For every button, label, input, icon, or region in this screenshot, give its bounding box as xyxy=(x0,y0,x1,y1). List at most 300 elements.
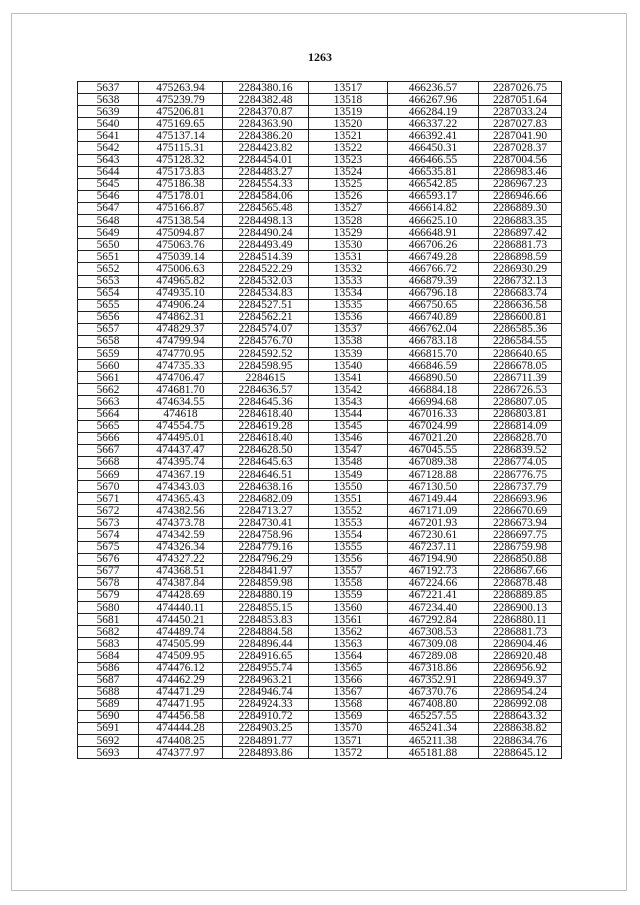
table-row xyxy=(78,747,562,759)
cell-northing-b: 2286585.36 xyxy=(479,323,562,335)
cell-point-id-b: 13561 xyxy=(309,614,388,626)
cell-point-id-a: 5643 xyxy=(78,154,139,166)
table-row xyxy=(78,372,562,384)
cell-point-id-b: 13542 xyxy=(309,384,388,396)
cell-easting-a: 474706.47 xyxy=(139,372,223,384)
cell-easting-a: 474437.47 xyxy=(139,444,223,456)
cell-northing-b: 2286697.75 xyxy=(479,529,562,541)
cell-point-id-b: 13538 xyxy=(309,335,388,347)
cell-northing-a: 2284963.21 xyxy=(223,674,309,686)
table-row xyxy=(78,251,562,263)
cell-easting-b: 467370.76 xyxy=(388,686,479,698)
table-row xyxy=(78,190,562,202)
cell-northing-b: 2287051.64 xyxy=(479,94,562,106)
cell-point-id-a: 5642 xyxy=(78,142,139,154)
cell-point-id-b: 13536 xyxy=(309,311,388,323)
table-row xyxy=(78,517,562,529)
cell-point-id-b: 13545 xyxy=(309,420,388,432)
cell-point-id-b: 13553 xyxy=(309,517,388,529)
cell-point-id-a: 5676 xyxy=(78,553,139,565)
cell-point-id-b: 13537 xyxy=(309,323,388,335)
table-row xyxy=(78,82,562,94)
cell-easting-b: 466994.68 xyxy=(388,396,479,408)
cell-northing-a: 2284554.33 xyxy=(223,178,309,190)
table-row xyxy=(78,227,562,239)
cell-northing-b: 2286584.55 xyxy=(479,335,562,347)
cell-point-id-a: 5679 xyxy=(78,589,139,601)
cell-point-id-b: 13557 xyxy=(309,565,388,577)
cell-northing-a: 2284880.19 xyxy=(223,589,309,601)
cell-northing-b: 2286920.48 xyxy=(479,650,562,662)
table-row xyxy=(78,360,562,372)
table-row xyxy=(78,275,562,287)
cell-easting-b: 467308.53 xyxy=(388,626,479,638)
cell-easting-b: 467221.41 xyxy=(388,589,479,601)
cell-northing-a: 2284646.51 xyxy=(223,469,309,481)
table-row xyxy=(78,178,562,190)
cell-northing-a: 2284645.36 xyxy=(223,396,309,408)
cell-easting-a: 474444.28 xyxy=(139,722,223,734)
cell-northing-b: 2286949.37 xyxy=(479,674,562,686)
cell-northing-b: 2286640.65 xyxy=(479,348,562,360)
table-row xyxy=(78,408,562,420)
cell-point-id-a: 5672 xyxy=(78,505,139,517)
cell-point-id-a: 5693 xyxy=(78,747,139,759)
cell-northing-a: 2284638.16 xyxy=(223,481,309,493)
cell-easting-a: 474387.84 xyxy=(139,577,223,589)
cell-easting-a: 474829.37 xyxy=(139,323,223,335)
cell-point-id-a: 5658 xyxy=(78,335,139,347)
table-row xyxy=(78,299,562,311)
cell-easting-a: 474367.19 xyxy=(139,469,223,481)
cell-northing-a: 2284454.01 xyxy=(223,154,309,166)
cell-point-id-a: 5692 xyxy=(78,735,139,747)
cell-northing-b: 2286956.92 xyxy=(479,662,562,674)
cell-point-id-a: 5670 xyxy=(78,481,139,493)
table-row xyxy=(78,130,562,142)
table-row xyxy=(78,94,562,106)
cell-point-id-a: 5637 xyxy=(78,82,139,94)
cell-easting-a: 475178.01 xyxy=(139,190,223,202)
cell-northing-b: 2286878.48 xyxy=(479,577,562,589)
table-row xyxy=(78,553,562,565)
cell-northing-a: 2284779.16 xyxy=(223,541,309,553)
cell-northing-a: 2284382.48 xyxy=(223,94,309,106)
cell-point-id-b: 13564 xyxy=(309,650,388,662)
cell-northing-b: 2286683.74 xyxy=(479,287,562,299)
cell-northing-a: 2284576.70 xyxy=(223,335,309,347)
cell-easting-a: 474965.82 xyxy=(139,275,223,287)
cell-northing-a: 2284584.06 xyxy=(223,190,309,202)
cell-point-id-a: 5639 xyxy=(78,106,139,118)
table-row xyxy=(78,456,562,468)
cell-northing-a: 2284514.39 xyxy=(223,251,309,263)
cell-easting-a: 475115.31 xyxy=(139,142,223,154)
cell-easting-b: 465211.38 xyxy=(388,735,479,747)
cell-point-id-b: 13535 xyxy=(309,299,388,311)
cell-easting-a: 474509.95 xyxy=(139,650,223,662)
table-row xyxy=(78,662,562,674)
cell-point-id-a: 5690 xyxy=(78,710,139,722)
cell-easting-a: 475094.87 xyxy=(139,227,223,239)
cell-northing-a: 2284859.98 xyxy=(223,577,309,589)
cell-easting-a: 474735.33 xyxy=(139,360,223,372)
cell-northing-a: 2284522.29 xyxy=(223,263,309,275)
cell-point-id-a: 5655 xyxy=(78,299,139,311)
cell-northing-b: 2286946.66 xyxy=(479,190,562,202)
cell-easting-b: 467292.84 xyxy=(388,614,479,626)
cell-easting-a: 475263.94 xyxy=(139,82,223,94)
cell-northing-a: 2284955.74 xyxy=(223,662,309,674)
cell-northing-a: 2284884.58 xyxy=(223,626,309,638)
cell-northing-a: 2284910.72 xyxy=(223,710,309,722)
cell-northing-a: 2284796.29 xyxy=(223,553,309,565)
cell-easting-a: 474489.74 xyxy=(139,626,223,638)
cell-point-id-b: 13523 xyxy=(309,154,388,166)
cell-northing-b: 2286883.35 xyxy=(479,215,562,227)
table-row xyxy=(78,142,562,154)
cell-point-id-b: 13529 xyxy=(309,227,388,239)
table-row xyxy=(78,106,562,118)
cell-northing-a: 2284532.03 xyxy=(223,275,309,287)
cell-northing-a: 2284598.95 xyxy=(223,360,309,372)
table-row xyxy=(78,311,562,323)
cell-easting-a: 474368.51 xyxy=(139,565,223,577)
cell-northing-b: 2286678.05 xyxy=(479,360,562,372)
cell-point-id-a: 5678 xyxy=(78,577,139,589)
cell-northing-b: 2287028.37 xyxy=(479,142,562,154)
cell-easting-b: 466879.39 xyxy=(388,275,479,287)
table-row xyxy=(78,493,562,505)
cell-northing-a: 2284916.65 xyxy=(223,650,309,662)
cell-northing-b: 2286900.13 xyxy=(479,602,562,614)
table-row xyxy=(78,384,562,396)
cell-easting-a: 474862.31 xyxy=(139,311,223,323)
cell-easting-a: 475173.83 xyxy=(139,166,223,178)
cell-easting-b: 466542.85 xyxy=(388,178,479,190)
cell-point-id-a: 5657 xyxy=(78,323,139,335)
cell-easting-a: 475039.14 xyxy=(139,251,223,263)
cell-northing-a: 2284855.15 xyxy=(223,602,309,614)
cell-point-id-a: 5688 xyxy=(78,686,139,698)
cell-easting-a: 475186.38 xyxy=(139,178,223,190)
cell-easting-a: 474618 xyxy=(139,408,223,420)
table-row xyxy=(78,215,562,227)
table-row xyxy=(78,565,562,577)
cell-point-id-b: 13520 xyxy=(309,118,388,130)
cell-point-id-b: 13540 xyxy=(309,360,388,372)
cell-point-id-b: 13549 xyxy=(309,469,388,481)
cell-northing-b: 2286776.75 xyxy=(479,469,562,481)
cell-northing-a: 2284682.09 xyxy=(223,493,309,505)
cell-point-id-a: 5691 xyxy=(78,722,139,734)
cell-northing-b: 2288645.12 xyxy=(479,747,562,759)
cell-northing-b: 2286803.81 xyxy=(479,408,562,420)
cell-point-id-a: 5650 xyxy=(78,239,139,251)
cell-easting-a: 474799.94 xyxy=(139,335,223,347)
cell-easting-a: 474382.56 xyxy=(139,505,223,517)
cell-northing-a: 2284730.41 xyxy=(223,517,309,529)
cell-northing-a: 2284628.50 xyxy=(223,444,309,456)
cell-northing-b: 2286983.46 xyxy=(479,166,562,178)
cell-northing-b: 2286904.46 xyxy=(479,638,562,650)
cell-northing-b: 2286839.52 xyxy=(479,444,562,456)
cell-easting-b: 467016.33 xyxy=(388,408,479,420)
cell-point-id-a: 5686 xyxy=(78,662,139,674)
table-row xyxy=(78,602,562,614)
cell-northing-a: 2284853.83 xyxy=(223,614,309,626)
cell-easting-a: 474342.59 xyxy=(139,529,223,541)
cell-easting-b: 466392.41 xyxy=(388,130,479,142)
cell-northing-a: 2284618.40 xyxy=(223,432,309,444)
cell-point-id-b: 13533 xyxy=(309,275,388,287)
cell-easting-b: 465181.88 xyxy=(388,747,479,759)
cell-northing-a: 2284896.44 xyxy=(223,638,309,650)
cell-easting-a: 474554.75 xyxy=(139,420,223,432)
cell-easting-a: 475166.87 xyxy=(139,202,223,214)
cell-easting-b: 466284.19 xyxy=(388,106,479,118)
cell-easting-b: 465257.55 xyxy=(388,710,479,722)
cell-easting-a: 474343.03 xyxy=(139,481,223,493)
cell-northing-b: 2286693.96 xyxy=(479,493,562,505)
cell-point-id-a: 5652 xyxy=(78,263,139,275)
table-row xyxy=(78,287,562,299)
cell-northing-a: 2284636.57 xyxy=(223,384,309,396)
cell-point-id-a: 5680 xyxy=(78,602,139,614)
cell-northing-b: 2286967.23 xyxy=(479,178,562,190)
cell-point-id-a: 5682 xyxy=(78,626,139,638)
cell-northing-b: 2286774.05 xyxy=(479,456,562,468)
cell-easting-a: 474395.74 xyxy=(139,456,223,468)
cell-point-id-a: 5645 xyxy=(78,178,139,190)
cell-northing-b: 2287041.90 xyxy=(479,130,562,142)
cell-point-id-a: 5654 xyxy=(78,287,139,299)
cell-easting-b: 466648.91 xyxy=(388,227,479,239)
cell-point-id-b: 13555 xyxy=(309,541,388,553)
cell-northing-b: 2286954.24 xyxy=(479,686,562,698)
cell-point-id-b: 13565 xyxy=(309,662,388,674)
cell-easting-a: 474476.12 xyxy=(139,662,223,674)
cell-point-id-b: 13532 xyxy=(309,263,388,275)
table-row xyxy=(78,638,562,650)
cell-easting-b: 467224.66 xyxy=(388,577,479,589)
cell-point-id-b: 13568 xyxy=(309,698,388,710)
cell-northing-b: 2287004.56 xyxy=(479,154,562,166)
cell-northing-a: 2284713.27 xyxy=(223,505,309,517)
table-row xyxy=(78,505,562,517)
table-row xyxy=(78,626,562,638)
cell-easting-b: 466890.50 xyxy=(388,372,479,384)
cell-point-id-a: 5681 xyxy=(78,614,139,626)
cell-point-id-a: 5656 xyxy=(78,311,139,323)
table-row xyxy=(78,469,562,481)
cell-point-id-b: 13552 xyxy=(309,505,388,517)
cell-point-id-b: 13572 xyxy=(309,747,388,759)
cell-point-id-b: 13558 xyxy=(309,577,388,589)
cell-easting-a: 475006.63 xyxy=(139,263,223,275)
cell-easting-b: 465241.34 xyxy=(388,722,479,734)
cell-easting-b: 467201.93 xyxy=(388,517,479,529)
cell-easting-a: 474428.69 xyxy=(139,589,223,601)
table-row xyxy=(78,735,562,747)
table-row xyxy=(78,577,562,589)
cell-point-id-b: 13569 xyxy=(309,710,388,722)
cell-northing-a: 2284592.52 xyxy=(223,348,309,360)
cell-easting-b: 467192.73 xyxy=(388,565,479,577)
cell-easting-b: 466740.89 xyxy=(388,311,479,323)
cell-easting-b: 467237.11 xyxy=(388,541,479,553)
cell-northing-a: 2284946.74 xyxy=(223,686,309,698)
cell-point-id-b: 13524 xyxy=(309,166,388,178)
cell-point-id-a: 5674 xyxy=(78,529,139,541)
cell-point-id-a: 5651 xyxy=(78,251,139,263)
cell-easting-b: 467234.40 xyxy=(388,602,479,614)
cell-northing-b: 2287027.83 xyxy=(479,118,562,130)
cell-point-id-a: 5646 xyxy=(78,190,139,202)
cell-easting-a: 474770.95 xyxy=(139,348,223,360)
page-number: 1263 xyxy=(308,50,332,64)
cell-easting-a: 474365.43 xyxy=(139,493,223,505)
cell-northing-a: 2284565.48 xyxy=(223,202,309,214)
cell-point-id-a: 5659 xyxy=(78,348,139,360)
cell-easting-b: 467408.80 xyxy=(388,698,479,710)
cell-northing-a: 2284493.49 xyxy=(223,239,309,251)
cell-northing-b: 2286737.79 xyxy=(479,481,562,493)
cell-easting-b: 467309.08 xyxy=(388,638,479,650)
cell-northing-b: 2287026.75 xyxy=(479,82,562,94)
cell-northing-a: 2284490.24 xyxy=(223,227,309,239)
cell-easting-b: 466783.18 xyxy=(388,335,479,347)
cell-easting-a: 474471.29 xyxy=(139,686,223,698)
cell-northing-a: 2284483.27 xyxy=(223,166,309,178)
table-row xyxy=(78,444,562,456)
cell-point-id-a: 5673 xyxy=(78,517,139,529)
cell-easting-b: 466450.31 xyxy=(388,142,479,154)
table-row xyxy=(78,589,562,601)
cell-northing-b: 2286898.59 xyxy=(479,251,562,263)
cell-northing-a: 2284615 xyxy=(223,372,309,384)
cell-easting-b: 466750.65 xyxy=(388,299,479,311)
cell-easting-b: 467230.61 xyxy=(388,529,479,541)
cell-northing-b: 2286732.13 xyxy=(479,275,562,287)
cell-easting-b: 466267.96 xyxy=(388,94,479,106)
cell-northing-b: 2286992.08 xyxy=(479,698,562,710)
cell-easting-b: 467289.08 xyxy=(388,650,479,662)
cell-point-id-a: 5684 xyxy=(78,650,139,662)
cell-point-id-b: 13570 xyxy=(309,722,388,734)
cell-point-id-b: 13522 xyxy=(309,142,388,154)
cell-easting-b: 466796.18 xyxy=(388,287,479,299)
cell-easting-b: 467130.50 xyxy=(388,481,479,493)
cell-point-id-b: 13525 xyxy=(309,178,388,190)
table-row xyxy=(78,263,562,275)
cell-northing-b: 2288643.32 xyxy=(479,710,562,722)
cell-northing-a: 2284370.87 xyxy=(223,106,309,118)
table-row xyxy=(78,202,562,214)
cell-point-id-b: 13539 xyxy=(309,348,388,360)
cell-point-id-b: 13571 xyxy=(309,735,388,747)
cell-point-id-b: 13530 xyxy=(309,239,388,251)
cell-point-id-b: 13518 xyxy=(309,94,388,106)
table-row xyxy=(78,674,562,686)
cell-point-id-b: 13521 xyxy=(309,130,388,142)
cell-point-id-a: 5662 xyxy=(78,384,139,396)
table-row xyxy=(78,396,562,408)
cell-point-id-b: 13551 xyxy=(309,493,388,505)
table-row xyxy=(78,650,562,662)
cell-easting-b: 467149.44 xyxy=(388,493,479,505)
table-row xyxy=(78,118,562,130)
cell-point-id-a: 5668 xyxy=(78,456,139,468)
cell-point-id-b: 13541 xyxy=(309,372,388,384)
cell-point-id-b: 13526 xyxy=(309,190,388,202)
cell-easting-a: 475063.76 xyxy=(139,239,223,251)
table-row xyxy=(78,710,562,722)
cell-easting-b: 467089.38 xyxy=(388,456,479,468)
table-body xyxy=(78,82,562,759)
cell-easting-b: 467045.55 xyxy=(388,444,479,456)
cell-point-id-a: 5661 xyxy=(78,372,139,384)
cell-northing-a: 2284498.13 xyxy=(223,215,309,227)
cell-point-id-b: 13528 xyxy=(309,215,388,227)
cell-easting-a: 475239.79 xyxy=(139,94,223,106)
cell-northing-a: 2284363.90 xyxy=(223,118,309,130)
cell-northing-a: 2284891.77 xyxy=(223,735,309,747)
cell-easting-a: 474373.78 xyxy=(139,517,223,529)
cell-easting-a: 474440.11 xyxy=(139,602,223,614)
cell-point-id-b: 13546 xyxy=(309,432,388,444)
cell-easting-b: 467171.09 xyxy=(388,505,479,517)
cell-easting-b: 466706.26 xyxy=(388,239,479,251)
table-row xyxy=(78,323,562,335)
cell-easting-a: 475169.65 xyxy=(139,118,223,130)
table-row xyxy=(78,335,562,347)
cell-point-id-b: 13517 xyxy=(309,82,388,94)
cell-northing-b: 2286673.94 xyxy=(479,517,562,529)
cell-easting-b: 466466.55 xyxy=(388,154,479,166)
cell-northing-b: 2287033.24 xyxy=(479,106,562,118)
cell-northing-b: 2286880.11 xyxy=(479,614,562,626)
cell-easting-b: 466815.70 xyxy=(388,348,479,360)
cell-northing-b: 2286670.69 xyxy=(479,505,562,517)
table-row xyxy=(78,420,562,432)
cell-point-id-a: 5660 xyxy=(78,360,139,372)
cell-easting-b: 467352.91 xyxy=(388,674,479,686)
cell-easting-a: 474456.58 xyxy=(139,710,223,722)
cell-point-id-a: 5677 xyxy=(78,565,139,577)
cell-northing-b: 2286636.58 xyxy=(479,299,562,311)
cell-northing-a: 2284645.63 xyxy=(223,456,309,468)
cell-northing-b: 2286867.66 xyxy=(479,565,562,577)
cell-northing-b: 2288634.76 xyxy=(479,735,562,747)
cell-northing-a: 2284893.86 xyxy=(223,747,309,759)
cell-easting-a: 474935.10 xyxy=(139,287,223,299)
coordinates-table xyxy=(77,81,562,759)
cell-northing-b: 2286850.88 xyxy=(479,553,562,565)
cell-easting-b: 466625.10 xyxy=(388,215,479,227)
table-row xyxy=(78,166,562,178)
cell-easting-a: 474462.29 xyxy=(139,674,223,686)
cell-easting-a: 475206.81 xyxy=(139,106,223,118)
table-row xyxy=(78,239,562,251)
cell-northing-b: 2286711.39 xyxy=(479,372,562,384)
cell-northing-a: 2284618.40 xyxy=(223,408,309,420)
cell-point-id-b: 13527 xyxy=(309,202,388,214)
cell-easting-b: 467128.88 xyxy=(388,469,479,481)
cell-point-id-a: 5640 xyxy=(78,118,139,130)
cell-northing-a: 2284924.33 xyxy=(223,698,309,710)
cell-easting-b: 466846.59 xyxy=(388,360,479,372)
